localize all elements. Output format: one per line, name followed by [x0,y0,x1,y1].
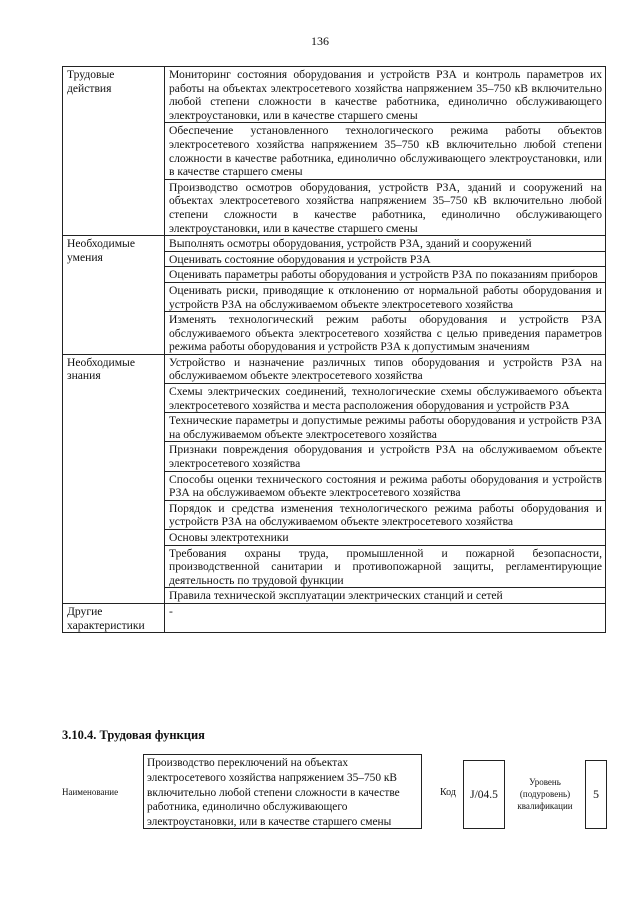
qualification-level-label: Уровень (подуровень) квалификации [517,777,573,811]
row-item: Обеспечение установленного технологического режима работы объектов электросетевого хозяйства напряжением 35–750 кВ включительно любой степени сложности в качестве работника, единолично обслуживающего электроустановки, или в качестве старшего смены [165,123,606,179]
row-category: Необходимые знания [63,354,165,603]
row-item: Правила технической эксплуатации электрических станций и сетей [165,588,606,604]
row-category: Другие характеристики [63,603,165,632]
function-code-label: Код [440,787,456,798]
row-item: Изменять технологический режим работы оборудования и устройств РЗА обслуживаемого объекта электросетевого хозяйства с целью приведения параметров режима работы оборудования и устройств РЗА к допустимым значениям [165,312,606,355]
row-item: Основы электротехники [165,530,606,546]
row-item: Порядок и средства изменения технологического режима работы оборудования и устройств РЗА на обслуживаемом объекте электросетевого хозяйства [165,500,606,529]
row-item: Признаки повреждения оборудования и устройств РЗА на обслуживаемом объекте электросетевого хозяйства [165,442,606,471]
row-item: Требования охраны труда, промышленной и пожарной безопасности, производственной санитарии и противопожарной защиты, регламентирующие деятельность по трудовой функции [165,545,606,588]
qualification-level-value: 5 [585,760,607,829]
table-row [63,354,606,383]
row-item: Устройство и назначение различных типов оборудования и устройств РЗА на обслуживаемом объекте электросетевого хозяйства [165,354,606,383]
page-number: 136 [311,34,329,48]
labor-function-table [62,66,606,633]
row-category: Трудовые действия [63,67,165,236]
row-item: - [165,603,606,632]
row-item: Оценивать состояние оборудования и устройств РЗА [165,251,606,267]
table-row [63,603,606,632]
function-name-value: Производство переключений на объектах электросетевого хозяйства напряжением 35–750 кВ включительно любой степени сложности в качестве работника, единолично обслуживающего электроустановки, или в качестве старшего смены [143,754,422,829]
table-body [63,67,606,633]
table-row [63,236,606,252]
table-row [63,67,606,123]
row-item: Оценивать параметры работы оборудования и устройств РЗА по показаниям приборов [165,267,606,283]
row-item: Способы оценки технического состояния и режима работы оборудования и устройств РЗА на обслуживаемом объекте электросетевого хозяйства [165,471,606,500]
row-item: Оценивать риски, приводящие к отклонению от нормальной работы оборудования и устройств РЗА на обслуживаемом объекте электросетевого хозяйства [165,282,606,311]
section-heading: 3.10.4. Трудовая функция [62,728,205,742]
row-category: Необходимые умения [63,236,165,355]
row-item: Технические параметры и допустимые режимы работы оборудования и устройств РЗА на обслуживаемом объекте электросетевого хозяйства [165,413,606,442]
row-item: Схемы электрических соединений, технологические схемы обслуживаемого объекта электросетевого хозяйства и места расположения оборудования и устройств РЗА [165,384,606,413]
function-name-label: Наименование [62,787,119,797]
row-item: Мониторинг состояния оборудования и устройств РЗА и контроль параметров их работы на объектах электросетевого хозяйства напряжением 35–750 кВ включительно любой степени сложности в качестве работника, единолично обслуживающего электроустановки, или в качестве старшего смены [165,67,606,123]
row-item: Выполнять осмотры оборудования, устройств РЗА, зданий и сооружений [165,236,606,252]
function-code-value: J/04.5 [463,760,505,829]
row-item: Производство осмотров оборудования, устройств РЗА, зданий и сооружений на объектах электросетевого хозяйства напряжением 35–750 кВ включительно любой степени сложности в качестве работника, единолично обслуживающего электроустановки, или в качестве старшего смены [165,179,606,235]
